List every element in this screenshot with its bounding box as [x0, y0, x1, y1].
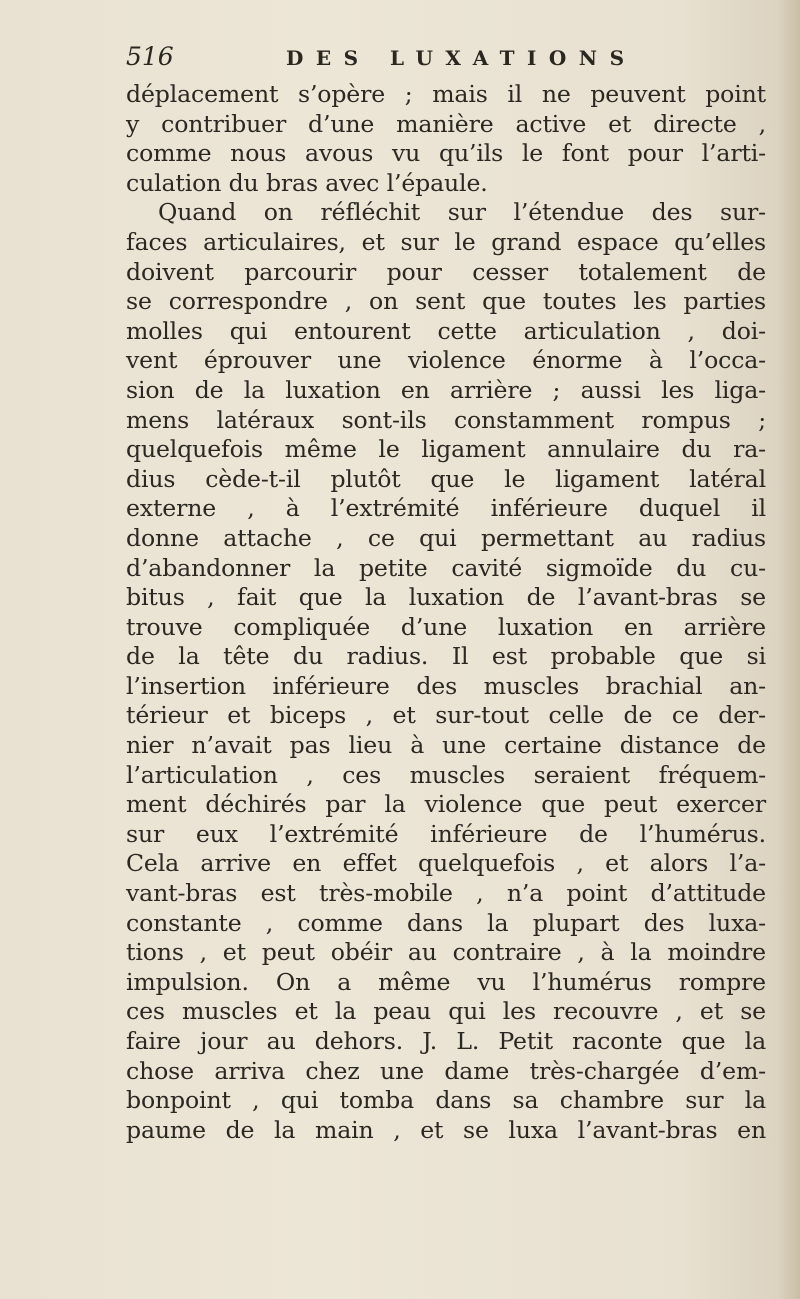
- text-line: Cela arrive en effet quelquefois , et alors l’a-: [126, 849, 766, 878]
- text-line: quelquefois même le ligament annulaire du ra-: [126, 435, 766, 464]
- text-line: ment déchirés par la violence que peut exercer: [126, 790, 766, 819]
- text-line: vant-bras est très-mobile , n’a point d’attitude: [126, 879, 766, 908]
- text-line: déplacement s’opère ; mais il ne peuvent point: [126, 80, 766, 108]
- running-title: DES LUXATIONS: [286, 46, 637, 70]
- text-line: sur eux l’extrémité inférieure de l’humérus.: [126, 819, 766, 848]
- text-line: donne attache , ce qui permettant au radius: [126, 523, 766, 552]
- text-line: faire jour au dehors. J. L. Petit raconte que la: [126, 1027, 766, 1055]
- text-line: comme nous avous vu qu’ils le font pour l’arti-: [126, 139, 766, 168]
- text-line: doivent parcourir pour cesser totalement de: [126, 257, 766, 286]
- text-line: ces muscles et la peau qui les recouvre , et se: [126, 997, 766, 1026]
- text-line: bitus , fait que la luxation de l’avant-bras se: [126, 583, 766, 612]
- text-line: dius cède-t-il plutôt que le ligament latéral: [126, 464, 766, 493]
- page-number: 516: [126, 42, 174, 71]
- text-line: térieur et biceps , et sur-tout celle de ce der-: [126, 701, 766, 730]
- text-line: y contribuer d’une manière active et directe ,: [126, 109, 766, 138]
- text-line: trouve compliquée d’une luxation en arrière: [126, 612, 766, 641]
- text-line: l’articulation , ces muscles seraient fréquem-: [126, 760, 766, 789]
- text-line: d’abandonner la petite cavité sigmoïde du cu-: [126, 553, 766, 582]
- body-text: [126, 80, 766, 1145]
- text-line: faces articulaires, et sur le grand espace qu’elles: [126, 227, 766, 256]
- text-line: bonpoint , qui tomba dans sa chambre sur la: [126, 1086, 766, 1115]
- text-line: chose arriva chez une dame très-chargée d’em-: [126, 1056, 766, 1085]
- text-line: impulsion. On a même vu l’humérus rompre: [126, 967, 766, 996]
- text-line: paume de la main , et se luxa l’avant-bras en: [126, 1115, 766, 1144]
- text-line: nier n’avait pas lieu à une certaine distance de: [126, 731, 766, 760]
- page-edge-shadow: [778, 0, 800, 1299]
- text-line: se correspondre , on sent que toutes les parties: [126, 287, 766, 316]
- text-line: molles qui entourent cette articulation , doi-: [126, 316, 766, 345]
- text-line: sion de la luxation en arrière ; aussi les liga-: [126, 375, 766, 404]
- text-line: constante , comme dans la plupart des luxa-: [126, 908, 766, 937]
- text-line: de la tête du radius. Il est probable que si: [126, 642, 766, 671]
- text-line: culation du bras avec l’épaule.: [126, 168, 488, 197]
- text-line: mens latéraux sont-ils constamment rompus ;: [126, 405, 766, 434]
- page-header: [126, 42, 766, 78]
- text-line: Quand on réfléchit sur l’étendue des sur-: [158, 198, 766, 227]
- text-line: tions , et peut obéir au contraire , à la moindre: [126, 938, 766, 967]
- text-line: externe , à l’extrémité inférieure duquel il: [126, 494, 766, 523]
- text-line: vent éprouver une violence énorme à l’occa-: [126, 346, 766, 375]
- text-line: l’insertion inférieure des muscles brachial an-: [126, 671, 766, 700]
